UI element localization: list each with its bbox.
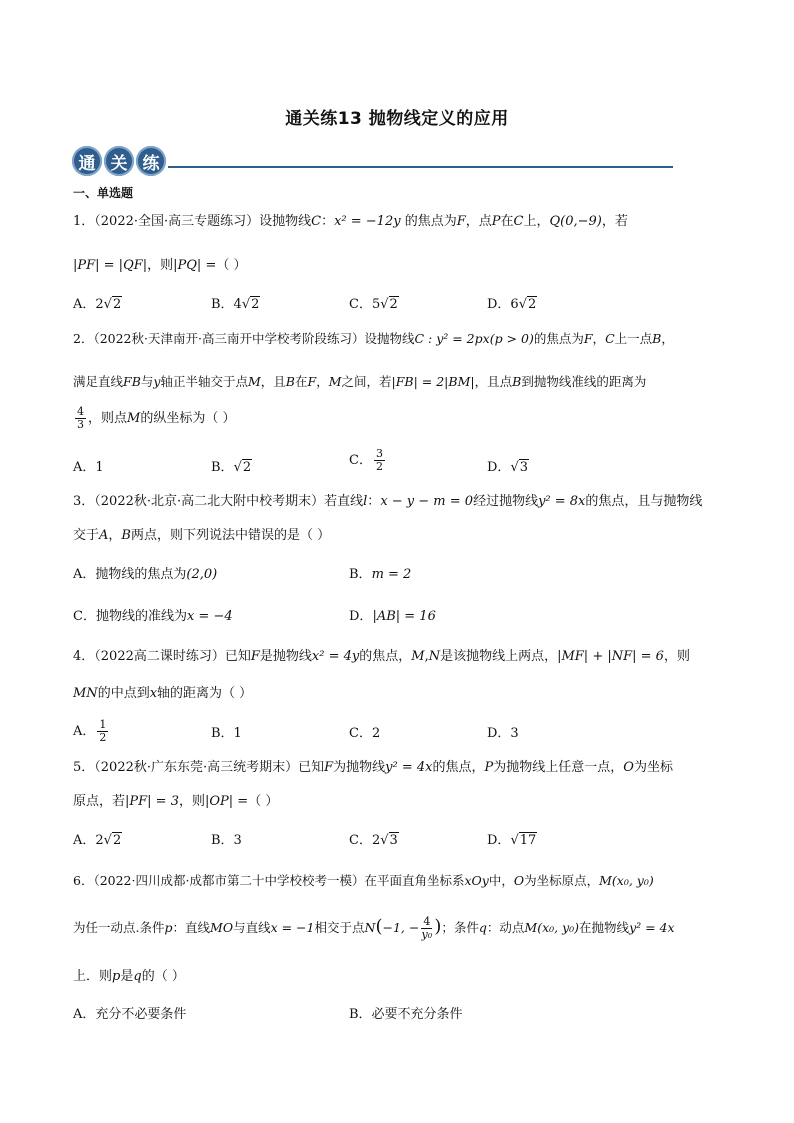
q3-option-c: C．抛物线的准线为x = −4	[73, 609, 233, 624]
question-5-line-1: 5．（2022秋·广东东莞·高三统考期末）已知F为抛物线y² = 4x的焦点，P为抛物线上任意一点，O为坐标	[73, 760, 673, 775]
q5-option-a: A．2√2	[73, 833, 122, 848]
q1-option-a: A．2√2	[73, 297, 122, 312]
q6-option-b: B．必要不充分条件	[349, 1007, 463, 1022]
q5-option-d: D．√17	[487, 833, 537, 848]
q5-option-b: B．3	[211, 833, 242, 848]
question-3-line-2: 交于A，B两点，则下列说法中错误的是（ ）	[73, 528, 331, 543]
q4-option-d: D．3	[487, 726, 519, 741]
q4-option-b: B．1	[211, 726, 242, 741]
question-1-line-1: 1．（2022·全国·高三专题练习）设抛物线C：x² = −12y 的焦点为F，点P在C上，Q(0,−9)，若	[73, 214, 628, 229]
q3-option-b: B．m = 2	[349, 567, 412, 582]
q6-option-a: A．充分不必要条件	[73, 1007, 187, 1022]
q1-option-b: B．4√2	[211, 297, 260, 312]
fraction: $\frac{1}{2}$	[99, 718, 107, 744]
q4-option-c: C．2	[349, 726, 381, 741]
q3-option-d: D．|AB| = 16	[349, 609, 436, 624]
q1-option-c: C．5√2	[349, 297, 398, 312]
section-logo	[72, 146, 166, 176]
question-3-line-1: 3．（2022秋·北京·高二北大附中校考期末）若直线l：x − y − m = 0经过抛物线y² = 8x的焦点，且与抛物线	[73, 494, 703, 509]
section-heading: 一、单选题	[73, 186, 134, 200]
question-6-line-1: 6．（2022·四川成都·成都市第二十中学校校考一模）在平面直角坐标系xOy中，O为坐标原点，M(x₀, y₀)	[73, 873, 654, 888]
q1-option-d: D．6√2	[487, 297, 537, 312]
q5-option-c: C．2√3	[349, 833, 398, 848]
question-4-line-1: 4．（2022高二课时练习）已知F是抛物线x² = 4y的焦点，M,N是该抛物线上两点，|MF| + |NF| = 6，则	[73, 649, 690, 664]
fraction: $\frac{3}{2}$	[375, 447, 383, 473]
question-6-line-3: 上．则p是q的（ ）	[73, 969, 185, 984]
header-divider	[168, 166, 673, 168]
question-4-line-2: MN的中点到x轴的距离为（ ）	[73, 686, 253, 701]
q2-option-a: A．1	[73, 460, 104, 475]
logo-char: 通	[72, 146, 102, 176]
question-6-line-2: 为任一动点.条件p：直线MO与直线x = −1相交于点N(−1, − $\frac{4}{\text{y₀}}$ )；条件q：动点M(x₀, y₀)在抛物线y² = 4x	[73, 915, 675, 941]
question-2-line-3: $\frac{4}{3}$ ，则点M的纵坐标为（ ）	[77, 405, 236, 431]
question-2-line-2: 满足直线FB与y轴正半轴交于点M，且B在F，M之间，若|FB| = 2|BM|，且点B到抛物线准线的距离为	[73, 374, 647, 389]
question-5-line-2: 原点，若|PF| = 3，则|OP| =（ ）	[73, 794, 279, 809]
question-1-line-2: |PF| = |QF|，则|PQ| =（ ）	[73, 258, 247, 273]
q2-option-b: B．√2	[211, 460, 252, 475]
q3-option-a: A．抛物线的焦点为(2,0)	[73, 567, 218, 582]
question-2-line-1: 2．（2022秋·天津南开·高三南开中学校考阶段练习）设抛物线C : y² = 2px(p > 0)的焦点为F，C上一点B，	[73, 331, 674, 346]
logo-char: 关	[104, 146, 134, 176]
fraction: $\frac{4}{3}$	[77, 405, 84, 431]
q2-option-d: D．√3	[487, 460, 529, 475]
fraction: $\frac{4}{\text{y₀}}$	[421, 915, 433, 941]
page-title: 通关练13 抛物线定义的应用	[285, 109, 509, 129]
q4-option-a: A． $\frac{1}{2}$	[73, 718, 107, 744]
q2-option-c: C． $\frac{3}{2}$	[349, 447, 383, 473]
logo-char: 练	[136, 146, 166, 176]
